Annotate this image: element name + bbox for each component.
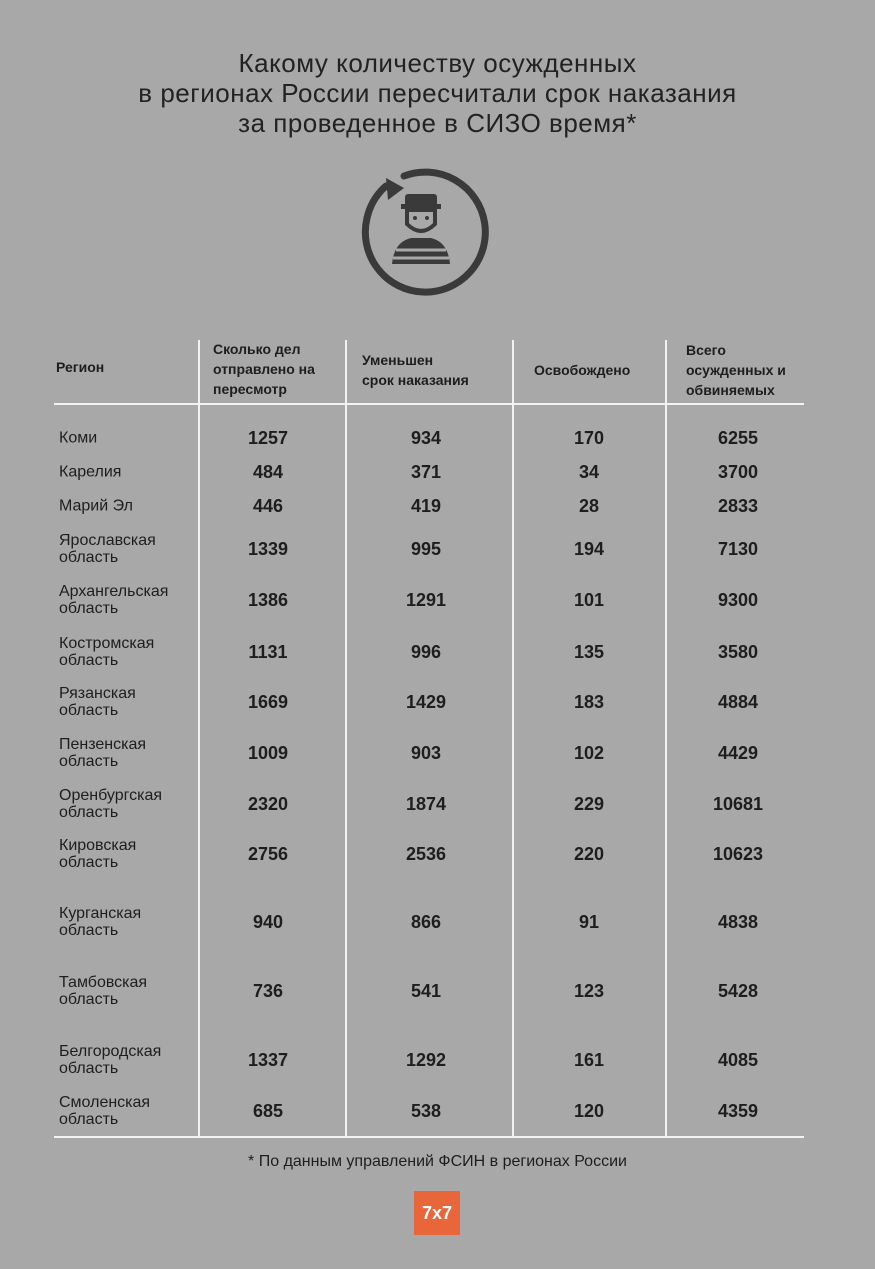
- cell-released: 123: [573, 981, 605, 1001]
- cell-sent: 446: [252, 496, 284, 516]
- region-name-line-1: Коми: [59, 429, 98, 447]
- cell-sent: 1669: [247, 692, 289, 712]
- cell-total: 2833: [717, 496, 759, 516]
- cell-total: 9300: [717, 590, 759, 610]
- cell-total: 6255: [717, 428, 759, 448]
- table-row: [54, 529, 804, 569]
- cell-reduced: 538: [410, 1101, 442, 1121]
- cell-sent: 1386: [247, 590, 289, 610]
- cell-total: 4838: [717, 912, 759, 932]
- region-name-line-1: Карелия: [59, 463, 122, 481]
- cell-total: 4884: [717, 692, 759, 712]
- cell-released: 101: [573, 590, 605, 610]
- cell-released: 194: [573, 539, 605, 559]
- table-row: [54, 733, 804, 773]
- table-row: [54, 1091, 804, 1131]
- title-line-1: Какому количеству осужденных: [238, 48, 637, 78]
- cell-released: 161: [573, 1050, 605, 1070]
- cell-reduced: 541: [410, 981, 442, 1001]
- region-name-line-2: область: [59, 549, 119, 566]
- region-name-line-1: Архангельская: [59, 583, 169, 600]
- region-name: [59, 1094, 209, 1128]
- region-name-line-2: область: [59, 991, 119, 1008]
- cell-reduced: 996: [410, 642, 442, 662]
- cell-reduced: 903: [410, 743, 442, 763]
- region-name: [59, 787, 209, 821]
- region-name: [59, 464, 209, 481]
- cell-total: 5428: [717, 981, 759, 1001]
- region-name: [59, 583, 209, 617]
- cell-total: 7130: [717, 539, 759, 559]
- cell-released: 28: [578, 496, 600, 516]
- region-name: [59, 1043, 209, 1077]
- region-name-line-1: Марий Эл: [59, 497, 133, 515]
- cell-sent: 2756: [247, 844, 289, 864]
- region-name: [59, 685, 209, 719]
- table-row: [54, 580, 804, 620]
- cell-total: 3700: [717, 462, 759, 482]
- region-name-line-1: Пензенская: [59, 736, 147, 753]
- region-name: [59, 498, 209, 515]
- cell-total: 4429: [717, 743, 759, 763]
- cell-sent: 685: [252, 1101, 284, 1121]
- cell-total: 4085: [717, 1050, 759, 1070]
- cell-reduced: 1874: [405, 794, 447, 814]
- cell-reduced: 995: [410, 539, 442, 559]
- header-sent: [213, 339, 315, 399]
- header-reduced-line-1: Уменьшен: [362, 352, 434, 368]
- region-name-line-2: область: [59, 702, 119, 719]
- header-total: [686, 340, 786, 400]
- region-name-line-1: Костромская: [59, 635, 155, 652]
- cell-total: 3580: [717, 642, 759, 662]
- cell-released: 220: [573, 844, 605, 864]
- table-row: [54, 902, 804, 942]
- table-row: [54, 784, 804, 824]
- header-sent-line-2: отправлено на: [213, 361, 315, 377]
- cell-reduced: 419: [410, 496, 442, 516]
- region-name: [59, 837, 209, 871]
- cell-sent: 1337: [247, 1050, 289, 1070]
- region-name-line-2: область: [59, 1060, 119, 1077]
- cell-sent: 484: [252, 462, 284, 482]
- header-reduced: [362, 350, 469, 390]
- region-name-line-1: Белгородская: [59, 1043, 162, 1060]
- data-table: [54, 0, 804, 1269]
- cell-total: 10681: [712, 794, 764, 814]
- region-name: [59, 905, 209, 939]
- cell-released: 102: [573, 743, 605, 763]
- region-name-line-2: область: [59, 753, 119, 770]
- region-name-line-1: Курганская: [59, 905, 142, 922]
- cell-released: 91: [578, 912, 600, 932]
- region-name-line-2: область: [59, 652, 119, 669]
- header-reduced-line-2: срок наказания: [362, 372, 469, 388]
- region-name-line-1: Смоленская: [59, 1094, 151, 1111]
- cell-reduced: 1291: [405, 590, 447, 610]
- region-name-line-1: Оренбургская: [59, 787, 163, 804]
- cell-reduced: 1429: [405, 692, 447, 712]
- footnote: * По данным управлений ФСИН в регионах России: [248, 1153, 627, 1170]
- cell-sent: 1257: [247, 428, 289, 448]
- region-name-line-1: Рязанская: [59, 685, 136, 702]
- cell-reduced: 866: [410, 912, 442, 932]
- header-sent-line-1: Сколько дел: [213, 341, 301, 357]
- cell-sent: 1009: [247, 743, 289, 763]
- cell-released: 170: [573, 428, 605, 448]
- region-name: [59, 736, 209, 770]
- table-row: [54, 682, 804, 722]
- cell-total: 4359: [717, 1101, 759, 1121]
- cell-released: 34: [578, 462, 600, 482]
- header-released: Освобождено: [534, 362, 631, 378]
- cell-released: 183: [573, 692, 605, 712]
- region-name-line-2: область: [59, 600, 119, 617]
- cell-sent: 2320: [247, 794, 289, 814]
- cell-total: 10623: [712, 844, 764, 864]
- region-name: [59, 635, 209, 669]
- region-name-line-2: область: [59, 854, 119, 871]
- cell-reduced: 371: [410, 462, 442, 482]
- region-name-line-1: Тамбовская: [59, 974, 148, 991]
- cell-sent: 1131: [248, 642, 288, 662]
- table-bottom-divider: [54, 1136, 804, 1138]
- table-row: [54, 1040, 804, 1080]
- region-name: [59, 532, 209, 566]
- table-row: [54, 632, 804, 672]
- cell-released: 120: [573, 1101, 605, 1121]
- table-row: [54, 486, 804, 526]
- cell-sent: 940: [252, 912, 284, 932]
- table-row: [54, 834, 804, 874]
- region-name: [59, 974, 209, 1008]
- header-region: Регион: [56, 359, 105, 375]
- title-line-2: в регионах России пересчитали срок наказания: [138, 78, 737, 108]
- title-line-3: за проведенное в СИЗО время*: [238, 108, 637, 138]
- header-total-line-1: Всего: [686, 342, 726, 358]
- region-name-line-1: Кировская: [59, 837, 137, 854]
- cell-reduced: 934: [410, 428, 442, 448]
- cell-reduced: 1292: [405, 1050, 447, 1070]
- region-name-line-1: Ярославская: [59, 532, 156, 549]
- table-row: [54, 971, 804, 1011]
- cell-reduced: 2536: [405, 844, 447, 864]
- header-total-line-2: осужденных и: [686, 362, 786, 378]
- cell-sent: 736: [252, 981, 284, 1001]
- region-name: [59, 430, 209, 447]
- region-name-line-2: область: [59, 922, 119, 939]
- region-name-line-2: область: [59, 1111, 119, 1128]
- header-total-line-3: обвиняемых: [686, 382, 775, 398]
- brand-logo: 7x7: [414, 1191, 460, 1235]
- header-divider: [54, 403, 804, 405]
- cell-released: 229: [573, 794, 605, 814]
- region-name-line-2: область: [59, 804, 119, 821]
- cell-released: 135: [573, 642, 605, 662]
- header-sent-line-3: пересмотр: [213, 381, 287, 397]
- cell-sent: 1339: [247, 539, 289, 559]
